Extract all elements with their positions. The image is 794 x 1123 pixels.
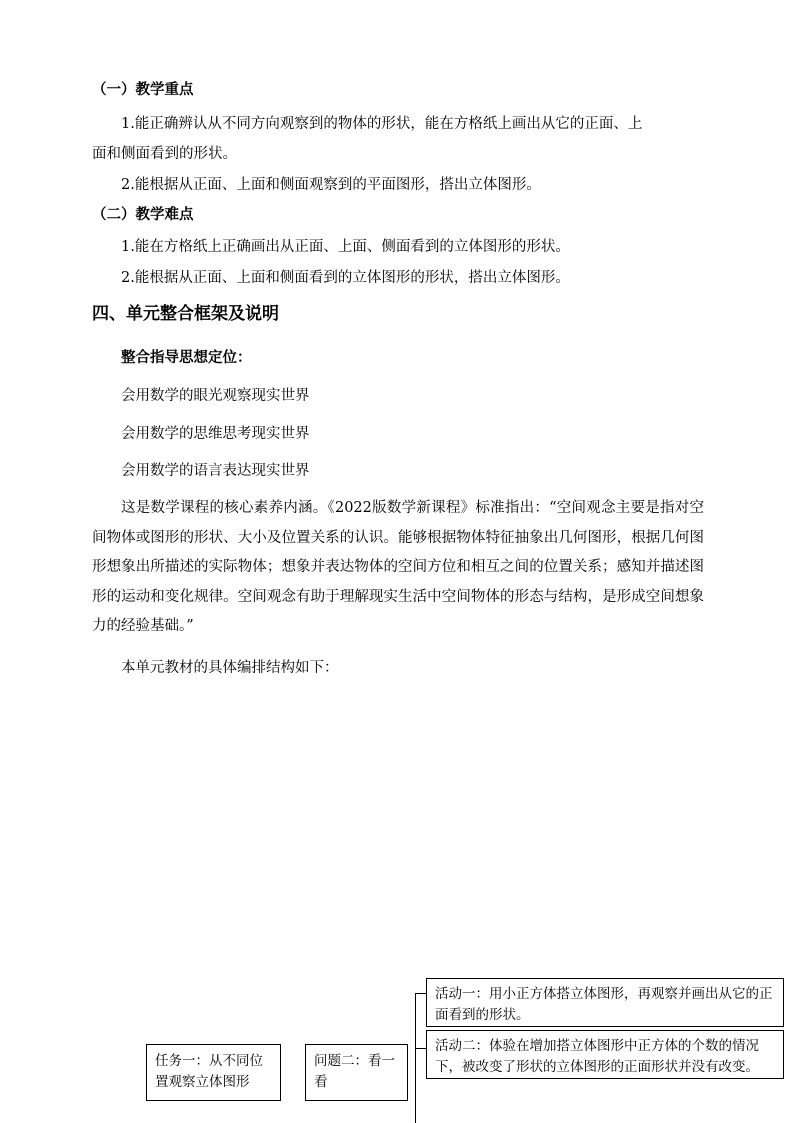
key-point-2: 2.能根据从正面、上面和侧面观察到的平面图形，搭出立体图形。 xyxy=(121,177,541,193)
key-point-1-line-2: 面和侧面看到的形状。 xyxy=(92,146,237,162)
key-points-heading: （一）教学重点 xyxy=(92,82,194,98)
difficulty-2: 2.能根据从正面、上面和侧面看到的立体图形的形状，搭出立体图形。 xyxy=(121,270,570,286)
key-point-1-line-1: 1.能正确辨认从不同方向观察到的物体的形状，能在方格纸上画出从它的正面、上 xyxy=(121,116,643,132)
bracket-vertical-line xyxy=(415,993,416,1123)
activity-two-box: 活动二：体验在增加搭立体图形中正方体的个数的情况下，被改变了形状的立体图形的正面形状并没有改变。 xyxy=(426,1030,784,1079)
principle-line-2: 会用数学的思维思考现实世界 xyxy=(121,426,310,442)
principle-line-1: 会用数学的眼光观察现实世界 xyxy=(121,388,310,404)
difficulty-1: 1.能在方格纸上正确画出从正面、上面、侧面看到的立体图形的形状。 xyxy=(121,239,570,255)
section-four-heading: 四、单元整合框架及说明 xyxy=(92,304,279,324)
bracket-branch-top xyxy=(415,993,426,994)
core-literacy-paragraph: 这是数学课程的核心素养内涵。《2022版数学新课程》标准指出：“空间观念主要是指对空间物体或图形的形状、大小及位置关系的认识。能够根据物体特征抽象出几何图形，根据几何图形想象出所描述的实际物体；想象并表达物体的空间方位和相互之间的位置关系；感知并描述图形的运动和变化规律。空间观念有助于理解现实生活中空间物体的形态与结构，是形成空间想象力的经验基础。” xyxy=(92,500,704,634)
structure-intro: 本单元教材的具体编排结构如下： xyxy=(121,660,339,676)
difficulty-heading: （二）教学难点 xyxy=(92,207,194,223)
integration-subheading: 整合指导思想定位： xyxy=(121,350,252,366)
bracket-branch-middle xyxy=(415,1048,426,1049)
question-two-box: 问题二：看一看 xyxy=(305,1044,408,1101)
task-one-box: 任务一：从不同位置观察立体图形 xyxy=(146,1044,281,1101)
principle-line-3: 会用数学的语言表达现实世界 xyxy=(121,463,310,479)
activity-one-box: 活动一：用小正方体搭立体图形，再观察并画出从它的正面看到的形状。 xyxy=(426,978,784,1027)
